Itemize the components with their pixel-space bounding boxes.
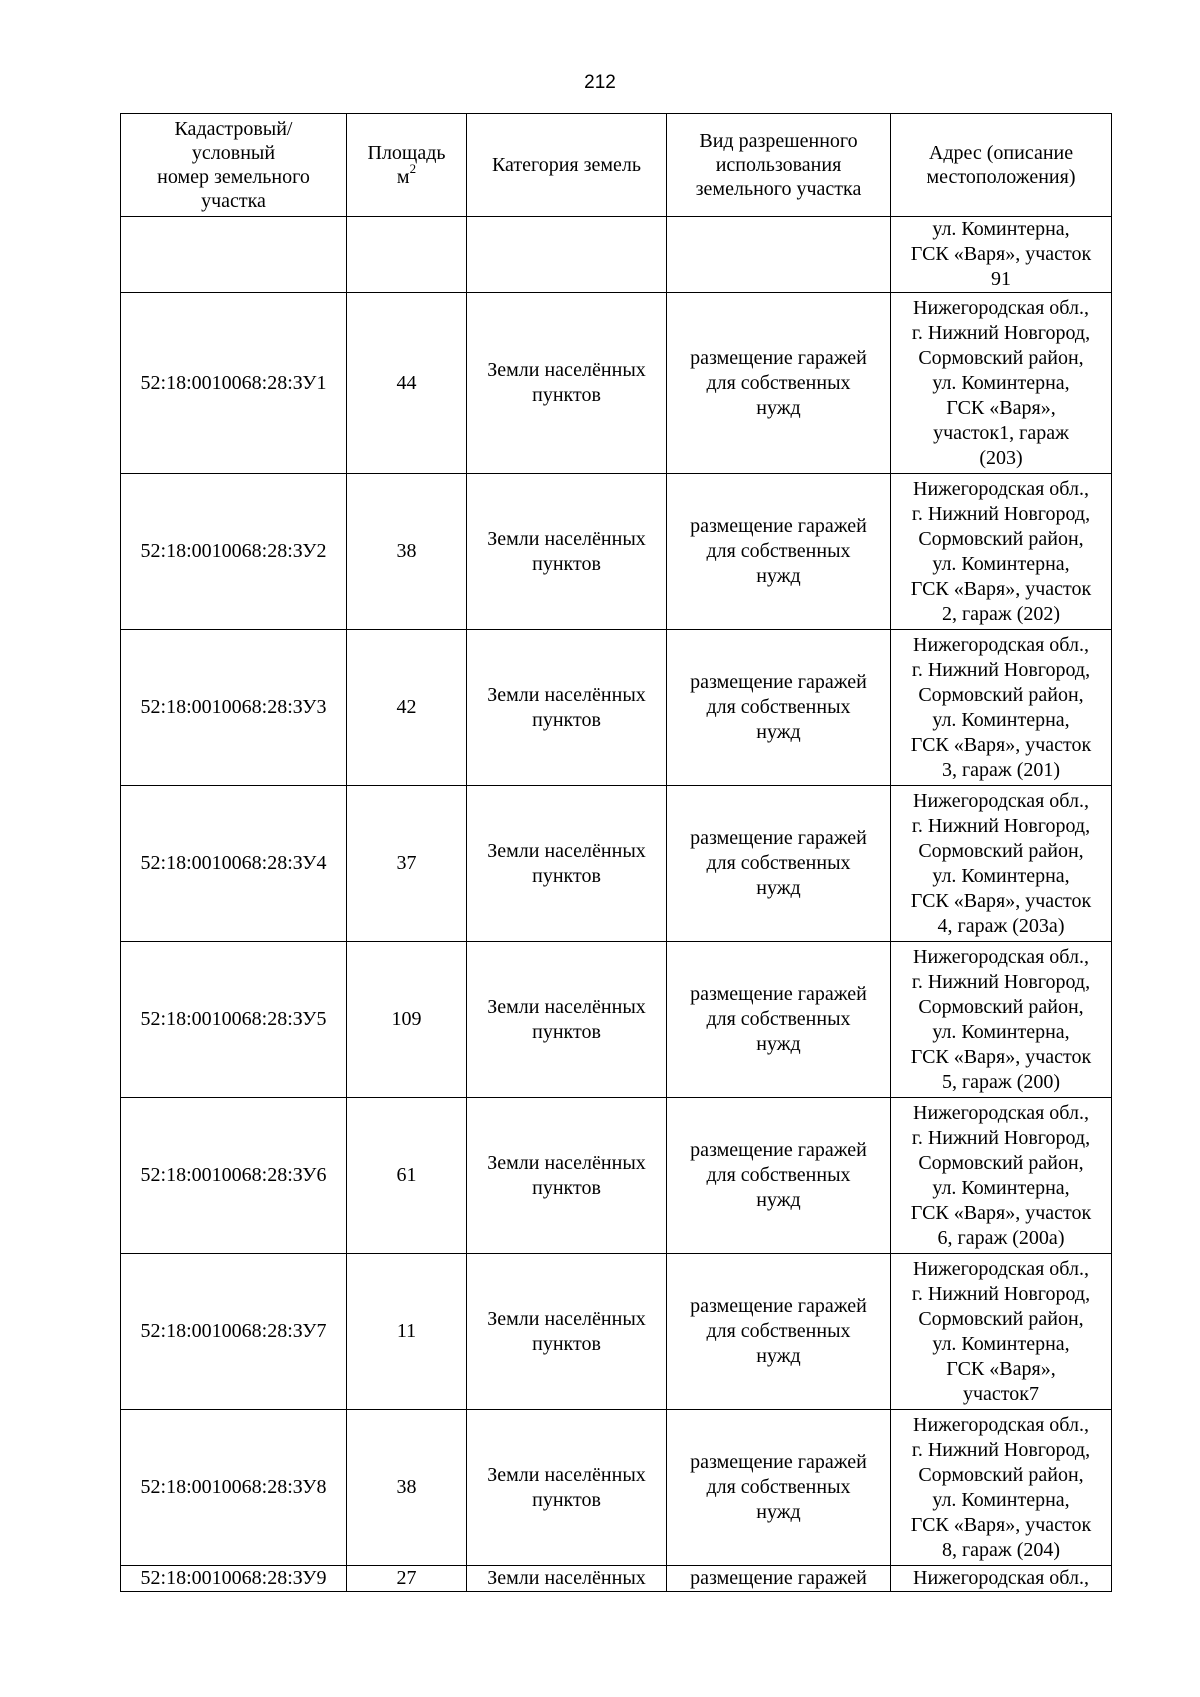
- cell-address: Нижегородская обл.,: [891, 1566, 1112, 1592]
- cell-area: 38: [347, 474, 467, 630]
- cell-empty: [347, 217, 467, 293]
- header-address: Адрес (описание местоположения): [891, 114, 1112, 217]
- cell-permitted-use: размещение гаражей для собственных нужд: [667, 630, 891, 786]
- cell-empty: [667, 217, 891, 293]
- cell-address: Нижегородская обл., г. Нижний Новгород, Сормовский район, ул. Коминтерна, ГСК «Варя», участок 2, гараж (202): [891, 474, 1112, 630]
- cell-land-category: Земли населённых пунктов: [467, 474, 667, 630]
- cell-permitted-use: размещение гаражей для собственных нужд: [667, 474, 891, 630]
- cell-area: 61: [347, 1098, 467, 1254]
- cell-address: Нижегородская обл., г. Нижний Новгород, Сормовский район, ул. Коминтерна, ГСК «Варя», участок 3, гараж (201): [891, 630, 1112, 786]
- cell-cadastral-number: 52:18:0010068:28:ЗУ9: [121, 1566, 347, 1592]
- cell-cadastral-number: 52:18:0010068:28:ЗУ2: [121, 474, 347, 630]
- cell-address: Нижегородская обл., г. Нижний Новгород, Сормовский район, ул. Коминтерна, ГСК «Варя», участок 6, гараж (200а): [891, 1098, 1112, 1254]
- cell-permitted-use: размещение гаражей: [667, 1566, 891, 1592]
- header-cadastral-number: Кадастровый/ условный номер земельного участка: [121, 114, 347, 217]
- table-row: [121, 1098, 1112, 1254]
- header-area: Площадь $м^2$: [347, 114, 467, 217]
- cell-land-category: Земли населённых: [467, 1566, 667, 1592]
- cell-area: 37: [347, 786, 467, 942]
- table-row: [121, 293, 1112, 474]
- cell-permitted-use: размещение гаражей для собственных нужд: [667, 293, 891, 474]
- cell-land-category: Земли населённых пунктов: [467, 1254, 667, 1410]
- cell-land-category: Земли населённых пунктов: [467, 1098, 667, 1254]
- cell-area: 38: [347, 1410, 467, 1566]
- table-row: [121, 786, 1112, 942]
- cell-cadastral-number: 52:18:0010068:28:ЗУ3: [121, 630, 347, 786]
- cell-cadastral-number: 52:18:0010068:28:ЗУ1: [121, 293, 347, 474]
- cell-address: Нижегородская обл., г. Нижний Новгород, Сормовский район, ул. Коминтерна, ГСК «Варя», участок 5, гараж (200): [891, 942, 1112, 1098]
- cell-cadastral-number: 52:18:0010068:28:ЗУ8: [121, 1410, 347, 1566]
- table-row: [121, 1254, 1112, 1410]
- cell-land-category: Земли населённых пунктов: [467, 293, 667, 474]
- cell-permitted-use: размещение гаражей для собственных нужд: [667, 1254, 891, 1410]
- cell-cadastral-number: 52:18:0010068:28:ЗУ4: [121, 786, 347, 942]
- cell-permitted-use: размещение гаражей для собственных нужд: [667, 1410, 891, 1566]
- cell-land-category: Земли населённых пунктов: [467, 786, 667, 942]
- cell-permitted-use: размещение гаражей для собственных нужд: [667, 786, 891, 942]
- cell-empty: [467, 217, 667, 293]
- cell-permitted-use: размещение гаражей для собственных нужд: [667, 1098, 891, 1254]
- cell-address: Нижегородская обл., г. Нижний Новгород, Сормовский район, ул. Коминтерна, ГСК «Варя», участок1, гараж (203): [891, 293, 1112, 474]
- cell-cadastral-number: 52:18:0010068:28:ЗУ5: [121, 942, 347, 1098]
- area-unit: м: [396, 166, 410, 188]
- cell-area: 27: [347, 1566, 467, 1592]
- table-row-continuation: [121, 217, 1112, 293]
- table-row: [121, 1410, 1112, 1566]
- page-number: 212: [584, 72, 616, 93]
- table-row: [121, 474, 1112, 630]
- cell-empty: [121, 217, 347, 293]
- cell-area: 42: [347, 630, 467, 786]
- table-header-row: [121, 114, 1112, 217]
- cell-area: 11: [347, 1254, 467, 1410]
- cell-cadastral-number: 52:18:0010068:28:ЗУ7: [121, 1254, 347, 1410]
- cell-address: Нижегородская обл., г. Нижний Новгород, Сормовский район, ул. Коминтерна, ГСК «Варя», участок 4, гараж (203а): [891, 786, 1112, 942]
- header-permitted-use: Вид разрешенного использования земельного участка: [667, 114, 891, 217]
- cell-land-category: Земли населённых пунктов: [467, 1410, 667, 1566]
- land-plots-table: [120, 113, 1112, 1592]
- cell-cadastral-number: 52:18:0010068:28:ЗУ6: [121, 1098, 347, 1254]
- cell-address: Нижегородская обл., г. Нижний Новгород, Сормовский район, ул. Коминтерна, ГСК «Варя», участок 8, гараж (204): [891, 1410, 1112, 1566]
- cell-area: 44: [347, 293, 467, 474]
- area-unit-superscript: 2: [409, 161, 417, 177]
- cell-land-category: Земли населённых пунктов: [467, 630, 667, 786]
- cell-address: Нижегородская обл., г. Нижний Новгород, Сормовский район, ул. Коминтерна, ГСК «Варя», участок7: [891, 1254, 1112, 1410]
- cell-area: 109: [347, 942, 467, 1098]
- cell-address: ул. Коминтерна, ГСК «Варя», участок 91: [891, 217, 1112, 293]
- table-row: [121, 630, 1112, 786]
- table-row: [121, 1566, 1112, 1592]
- cell-permitted-use: размещение гаражей для собственных нужд: [667, 942, 891, 1098]
- header-land-category: Категория земель: [467, 114, 667, 217]
- cell-land-category: Земли населённых пунктов: [467, 942, 667, 1098]
- table-row: [121, 942, 1112, 1098]
